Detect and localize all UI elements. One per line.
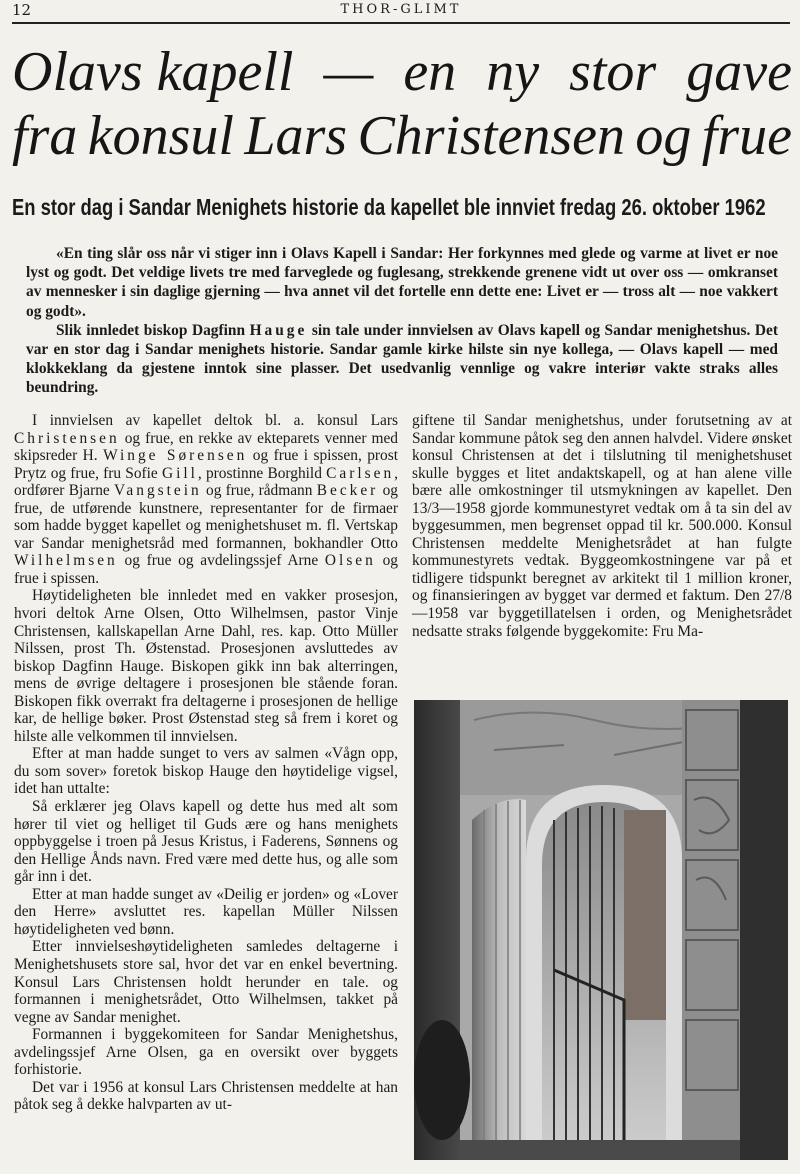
headline-word: gave <box>686 41 792 103</box>
headline-word: Lars <box>244 105 348 167</box>
page-header <box>12 0 790 24</box>
headline-word: Olavs kapell <box>12 41 294 103</box>
spaced-name: Vangstein <box>114 482 202 500</box>
spaced-name: Wilhelmsen <box>14 552 118 570</box>
lead-paragraph-2 <box>26 321 778 398</box>
headline-line-2 <box>12 104 792 168</box>
body-paragraph: Etter innvielseshøytideligheten samledes deltagerne i Menighetshusets store sal, hvor det var en enkel bevertning. Konsul Lars Christensen holdt herunder en tale. og formannen i menighetsrådet, Otto Wilhelmsen, takket på vegne av Sandar menighet. <box>14 938 398 1026</box>
lead-paragraph-1: «En ting slår oss når vi stiger inn i Olavs Kapell i Sandar: Her forkynnes med glede og varme at livet er noe lyst og godt. Det veldige livets tre med farveglede og fuglesang, strekkende grenene vidt ut over oss — omkranset av mennesker i sin daglige gjerning — hva annet vil det fortelle enn dette ene: Livet er — tross alt — noe vakkert og godt». <box>26 245 778 320</box>
headline-word: frue <box>701 105 792 167</box>
page-number: 12 <box>12 1 32 19</box>
right-column <box>412 412 792 640</box>
headline-word: ny <box>486 41 540 103</box>
left-column <box>14 412 398 1114</box>
headline-word: konsul <box>87 105 234 167</box>
text-span: og frue i spissen, prost Prytz og frue, fru Sofie <box>14 447 399 482</box>
subheadline: En stor dag i Sandar Menighets historie da kapellet ble innviet fredag 26. oktober 1962 <box>12 194 766 220</box>
text-span: I innvielsen av kapellet deltok bl. a. konsul Lars <box>32 412 398 429</box>
headline-word: — <box>323 41 374 103</box>
headline-word: og <box>635 105 692 167</box>
spaced-name: Carlsen <box>326 464 395 482</box>
headline-word: stor <box>569 41 657 103</box>
spaced-name: Hauge <box>249 321 308 339</box>
text-span: og frue, rådmann <box>201 482 317 500</box>
body-paragraph: Formannen i byggekomiteen for Sandar Menighetshus, avdelingssjef Arne Olsen, ga en oversikt over byggets forhistorie. <box>14 1026 398 1079</box>
headline-word: Christensen <box>357 105 625 167</box>
spaced-name: Gill <box>161 464 198 482</box>
spaced-name: Winge Sørensen <box>103 447 248 465</box>
lead-paragraphs <box>26 244 778 398</box>
text-span: og frue, en rekke av ekteparets venner med skipsreder H. <box>14 429 398 465</box>
body-paragraph: Etter at man hadde sunget av «Deilig er jorden» og «Lover den Herre» avsluttet res. kapellan Müller Nilssen høytideligheten ved bønn. <box>14 885 398 938</box>
headline <box>12 40 792 168</box>
spaced-name: Becker <box>316 482 379 500</box>
spaced-name: Olsen <box>324 552 376 570</box>
spaced-name: Christensen <box>14 429 120 447</box>
headline-word: fra <box>12 105 78 167</box>
text-span: og frue i spissen. <box>14 552 398 587</box>
text-span: , ordfører Bjarne <box>14 464 398 500</box>
body-paragraph <box>14 412 398 587</box>
text-span: og frue og avdelingssjef Arne <box>117 552 325 570</box>
text-span: , prostinne Borghild <box>197 464 327 482</box>
body-paragraph: Høytideligheten ble innledet med en vakker prosesjon, hvori deltok Arne Olsen, Otto Wilhelmsen, pastor Vinje Christensen, kallskapellan Arne Dahl, res. kap. Otto Müller Nilssen, prost Th. Østenstad. Prosesjonen avsluttedes av biskop Dagfinn Hauge. Biskopen gikk inn bak alterringen, mens de øvrige deltagere i prosesjonen ble stående foran. Biskopen fikk overrakt fra deltagerne i prosesjonen de hellige kar, de hellige bøker. Prost Østenstad steg så frem i koret og hilste alle velkommen til innvielsen. <box>14 587 398 745</box>
chapel-entrance-photo <box>414 700 788 1160</box>
body-paragraph: Det var i 1956 at konsul Lars Christensen meddelte at han påtok seg å dekke halvparten av ut- <box>14 1078 398 1114</box>
body-paragraph: giftene til Sandar menighetshus, under forutsetning av at Sandar kommune påtok seg den annen halvdel. Videre ønsket konsul Christensen at det i tilslutning til menighetshuset skulle bygges et litet andaktskapell, og at han alene ville bære alle omkostninger til utsmykningen av kapellet. Den 13/3—1958 gjorde kommunestyret vedtak om å ta sin del av byggesummen, men begrenset oppad til kr. 500.000. Konsul Christensen meddelte Menighetsrådet at han fulgte kommunestyrets vedtak. Byggeomkostningene var på et tidligere tidspunkt beregnet av arkitekt til 1 million kroner, og finansieringen av bygget var dermed et faktum. Den 27/8—1958 var byggetillatelsen i orden, og Menighetsrådet nedsatte straks følgende byggekomite: Fru Ma- <box>412 412 792 640</box>
headline-line-1 <box>12 40 792 104</box>
text-span: sin tale under innvielsen av Olavs kapell og Sandar menighetshus. Det var en stor dag i Sandar menighets historie. Sandar gamle kirke hilste sin nye kollega, — Olavs kapell — med klokkeklang da gjestene inntok sine plasser. Det usedvanlig vennlige og vakre interiør vakte straks alles beundring. <box>26 321 778 397</box>
headline-word: en <box>403 41 457 103</box>
photo-illustration <box>414 700 788 1160</box>
publication-title: THOR-GLIMT <box>340 2 462 17</box>
text-span: og frue, de utførende kunstnere, representanter for de firmaer som hadde bygget kapellet og menighetshuset m. fl. Vertskap var Sandar menighetsråd med formannen, bokhandler Otto <box>14 482 398 552</box>
text-span: Slik innledet biskop Dagfinn <box>56 321 250 339</box>
body-paragraph: Efter at man hadde sunget to vers av salmen «Vågn opp, du som sover» foretok biskop Hauge den høytidelige vigsel, idet han uttalte: <box>14 745 398 798</box>
body-paragraph: Så erklærer jeg Olavs kapell og dette hus med alt som hører til viet og helliget til Guds ære og hans menighets oppbyggelse i troen på Jesus Kristus, i Faderens, Sønnens og den Hellige Ånds navn. Fred være med dette hus, og alle som går inn i det. <box>14 798 398 886</box>
